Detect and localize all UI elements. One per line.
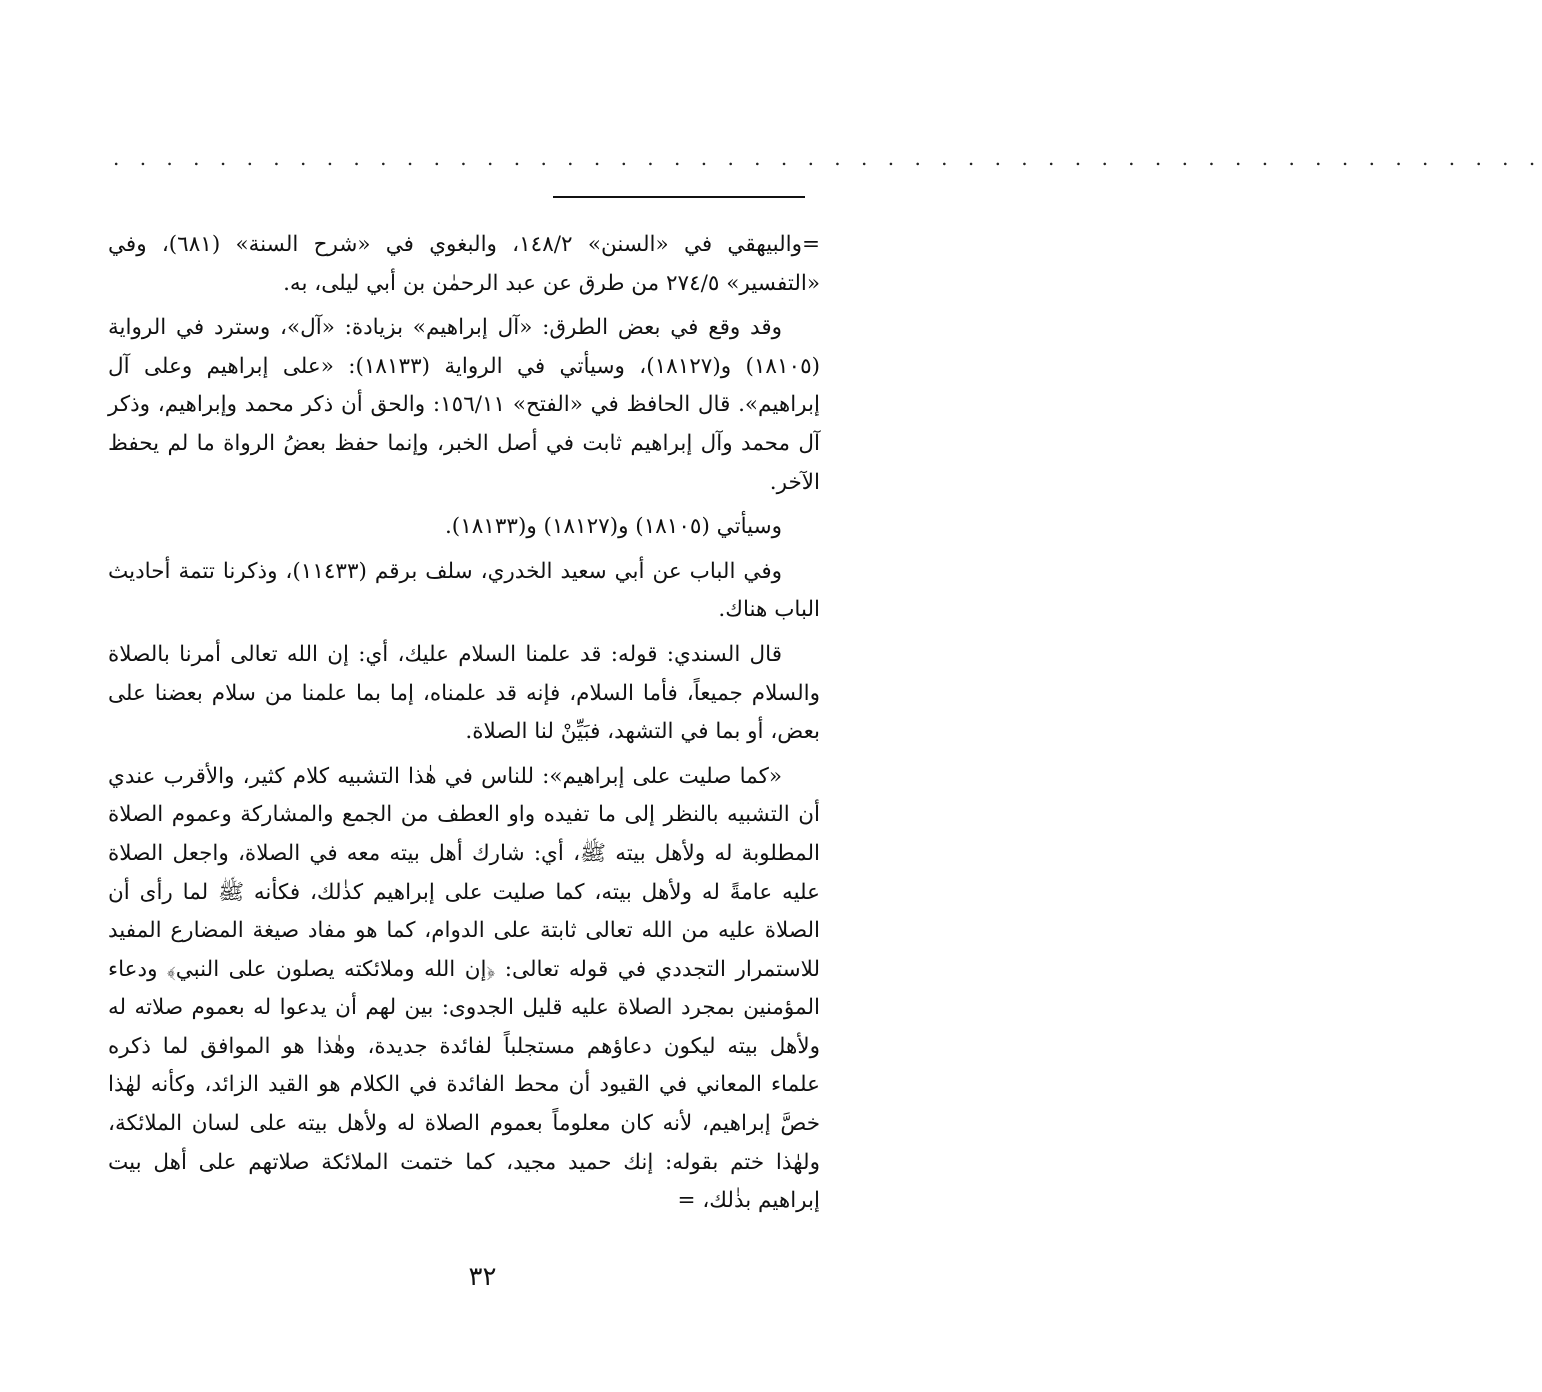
footnote-paragraph: قال السندي: قوله: قد علمنا السلام عليك، أي: إن الله تعالى أمرنا بالصلاة والسلام جميعاً، فأما السلام، فإنه قد علمناه، إما بما علمنا من سلام بعضنا على بعض، أو بما في التشهد، فبَيِّنْ لنا الصلاة. (108, 641, 820, 745)
footnote-paragraph: وسيأتي (١٨١٠٥) و(١٨١٢٧) و(١٨١٣٣). (444, 514, 782, 540)
footnote-paragraph: وفي الباب عن أبي سعيد الخدري، سلف برقم (١١٤٣٣)، وذكرنا تتمة أحاديث الباب هناك. (108, 558, 820, 623)
footnote-paragraph: وقد وقع في بعض الطرق: «آل إبراهيم» بزيادة: «آل»، وسترد في الرواية (١٨١٠٥) و(١٨١٢٧)، وسيأتي في الرواية (١٨١٣٣): «على إبراهيم وعلى آل إبراهيم». قال الحافظ في «الفتح» ١٥٦/١١: والحق أن ذكر محمد وإبراهيم، وذكر آل محمد وآل إبراهيم ثابت في أصل الخبر، وإنما حفظ بعضُ الرواة ما لم يحفظ الآخر. (108, 315, 821, 495)
footnote-paragraph: =والبيهقي في «السنن» ١٤٨/٢، والبغوي في «شرح السنة» (٦٨١)، وفي «التفسير» ٢٧٤/٥ من طرق عن عبد الرحمٰن بن أبي ليلى، به. (108, 232, 820, 296)
footnote-body (108, 226, 820, 1227)
footnote-rule (553, 196, 805, 198)
page-number: ٣٢ (468, 1262, 497, 1292)
separator-dots: . . . . . . . . . . . . . . . . . . . . . . . . . . . . . . . . . . . . . . . . . . . . . . . . . . . . . . (113, 146, 1542, 170)
footnote-paragraph: «كما صليت على إبراهيم»: للناس في هٰذا التشبيه كلام كثير، والأقرب عندي أن التشبيه بالنظر إلى ما تفيده واو العطف من الجمع والمشاركة وعموم الصلاة المطلوبة له ولأهل بيته ﷺ، أي: شارك أهل بيته معه في الصلاة، واجعل الصلاة عليه عامةً له ولأهل بيته، كما صليت على إبراهيم كذٰلك، فكأنه ﷺ لما رأى أن الصلاة عليه من الله تعالى ثابتة على الدوام، كما هو مفاد صيغة المضارع المفيد للاستمرار التجددي في قوله تعالى: ﴿إن الله وملائكته يصلون على النبي﴾ ودعاء المؤمنين بمجرد الصلاة عليه قليل الجدوى: بين لهم أن يدعوا له بعموم صلاته له ولأهل بيته ليكون دعاؤهم مستجلباً لفائدة جديدة، وهٰذا هو الموافق لما ذكره علماء المعاني في القيود أن محط الفائدة في الكلام هو القيد الزائد، وكأنه لهٰذا خصَّ إبراهيم، لأنه كان معلوماً بعموم الصلاة له ولأهل بيته على لسان الملائكة، ولهٰذا ختم بقوله: إنك حميد مجيد، كما ختمت الملائكة صلاتهم على أهل بيت إبراهيم بذٰلك، = (108, 763, 820, 1214)
